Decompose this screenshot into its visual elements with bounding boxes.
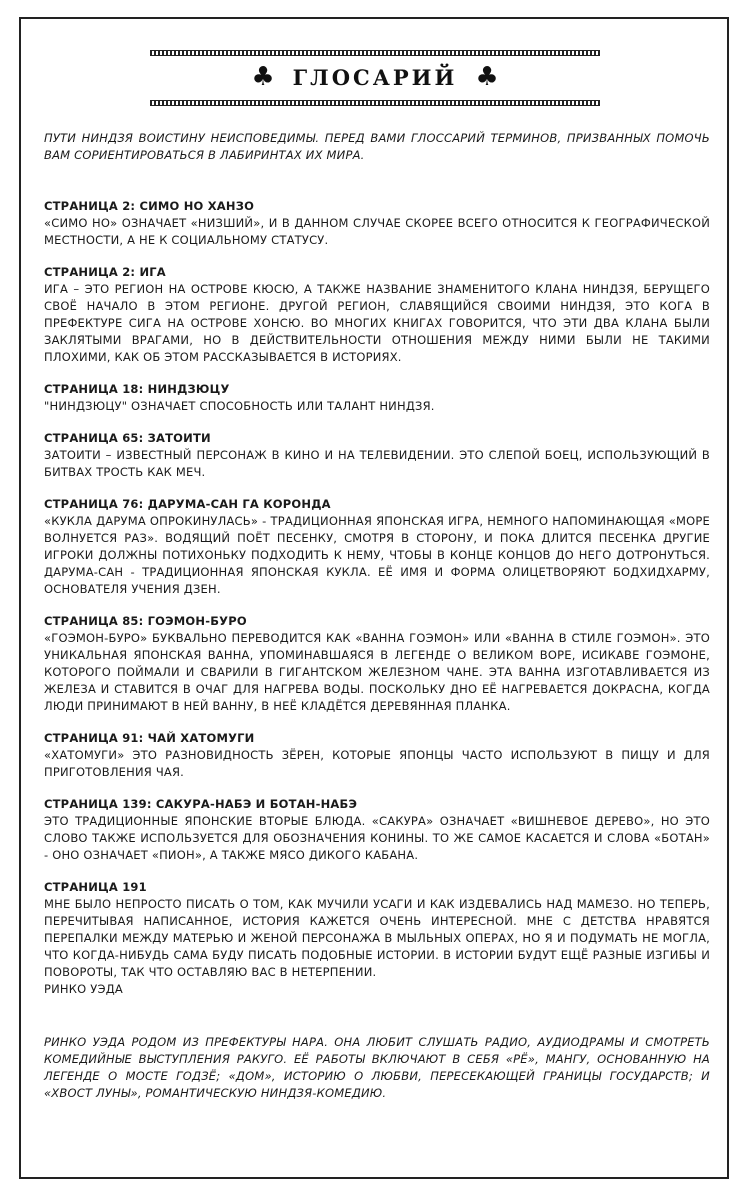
top-ornamental-line bbox=[150, 50, 600, 56]
entry-body: "НИНДЗЮЦУ" ОЗНАЧАЕТ СПОСОБНОСТЬ ИЛИ ТАЛАНТ НИНДЗЯ. bbox=[44, 399, 435, 413]
glossary-content bbox=[44, 130, 710, 1102]
entry-body: «ХАТОМУГИ» ЭТО РАЗНОВИДНОСТЬ ЗЁРЕН, КОТОРЫЕ ЯПОНЦЫ ЧАСТО ИСПОЛЬЗУЮТ В ПИЩУ И ДЛЯ ПРИГОТОВЛЕНИЯ ЧАЯ. bbox=[44, 748, 710, 779]
entry-title: СТРАНИЦА 91: ЧАЙ ХАТОМУГИ bbox=[44, 731, 255, 745]
glossary-entry bbox=[44, 796, 710, 864]
entry-body: ИГА – ЭТО РЕГИОН НА ОСТРОВЕ КЮСЮ, А ТАКЖЕ НАЗВАНИЕ ЗНАМЕНИТОГО КЛАНА НИНДЗЯ, БЕРУЩЕГО СВОЁ НАЧАЛО В ЭТОМ РЕГИОНЕ. ДРУГОЙ РЕГИОН, СЛАВЯЩИЙСЯ СВОИМИ НИНДЗЯ, ЭТО КОГА В ПРЕФЕКТУРЕ СИГА НА ОСТРОВЕ ХОНСЮ. ВО МНОГИХ КНИГАХ ГОВОРИТСЯ, ЧТО ЭТИ ДВА КЛАНА БЫЛИ ЗАКЛЯТЫМИ ВРАГАМИ, НО В ДЕЙСТВИТЕЛЬНОСТИ ОТНОШЕНИЯ МЕЖДУ НИМИ БЫЛИ НЕ ТАКИМИ ПЛОХИМИ, КАК ОБ ЭТОМ РАССКАЗЫВАЕТСЯ В ИСТОРИЯХ. bbox=[44, 282, 710, 364]
glossary-entry bbox=[44, 879, 710, 998]
entry-title: СТРАНИЦА 2: ИГА bbox=[44, 265, 166, 279]
glossary-entry bbox=[44, 496, 710, 598]
entry-body: «СИМО НО» ОЗНАЧАЕТ «НИЗШИЙ», И В ДАННОМ СЛУЧАЕ СКОРЕЕ ВСЕГО ОТНОСИТСЯ К ГЕОГРАФИЧЕСКОЙ МЕСТНОСТИ, А НЕ К СОЦИАЛЬНОМУ СТАТУСУ. bbox=[44, 216, 710, 247]
entry-title: СТРАНИЦА 85: ГОЭМОН-БУРО bbox=[44, 614, 247, 628]
entry-title: СТРАНИЦА 18: НИНДЗЮЦУ bbox=[44, 382, 230, 396]
entry-body: ЗАТОИТИ – ИЗВЕСТНЫЙ ПЕРСОНАЖ В КИНО И НА ТЕЛЕВИДЕНИИ. ЭТО СЛЕПОЙ БОЕЦ, ИСПОЛЬЗУЮЩИЙ В БИТВАХ ТРОСТЬ КАК МЕЧ. bbox=[44, 448, 710, 479]
entry-body: «ГОЭМОН-БУРО» БУКВАЛЬНО ПЕРЕВОДИТСЯ КАК «ВАННА ГОЭМОН» ИЛИ «ВАННА В СТИЛЕ ГОЭМОН». ЭТО УНИКАЛЬНАЯ ЯПОНСКАЯ ВАННА, УПОМИНАВШАЯСЯ В ЛЕГЕНДЕ О ВЕЛИКОМ ВОРЕ, ИСИКАВЕ ГОЭМОНЕ, КОТОРОГО ПОЙМАЛИ И СВАРИЛИ В ГИГАНТСКОМ ЖЕЛЕЗНОМ ЧАНЕ. ЭТА ВАННА ИЗГОТАВЛИВАЕТСЯ ИЗ ЖЕЛЕЗА И СТАВИТСЯ В ОЧАГ ДЛЯ НАГРЕВА ВОДЫ. ПОСКОЛЬКУ ДНО ЕЁ НАГРЕВАЕТСЯ ДОКРАСНА, КОГДА ЛЮДИ ПРИНИМАЮТ В НЕЙ ВАННУ, В НЕЁ КЛАДЁТСЯ ДЕРЕВЯННАЯ ПЛАНКА. bbox=[44, 631, 710, 713]
author-signature: РИНКО УЭДА bbox=[44, 982, 123, 996]
glossary-header bbox=[0, 30, 750, 120]
entry-title: СТРАНИЦА 2: СИМО НО ХАНЗО bbox=[44, 199, 255, 213]
entry-body: ЭТО ТРАДИЦИОННЫЕ ЯПОНСКИЕ ВТОРЫЕ БЛЮДА. «САКУРА» ОЗНАЧАЕТ «ВИШНЕВОЕ ДЕРЕВО», НО ЭТО СЛОВО ТАКЖЕ ИСПОЛЬЗУЕТСЯ ДЛЯ ОБОЗНАЧЕНИЯ КОНИНЫ. ТО ЖЕ САМОЕ КАСАЕТСЯ И СЛОВА «БОТАН» - ОНО ОЗНАЧАЕТ «ПИОН», А ТАКЖЕ МЯСО ДИКОГО КАБАНА. bbox=[44, 814, 710, 862]
entry-title: СТРАНИЦА 65: ЗАТОИТИ bbox=[44, 431, 211, 445]
entry-body: МНЕ БЫЛО НЕПРОСТО ПИСАТЬ О ТОМ, КАК МУЧИЛИ УСАГИ И КАК ИЗДЕВАЛИСЬ НАД МАМЕЗО. НО ТЕПЕРЬ, ПЕРЕЧИТЫВАЯ НАПИСАННОЕ, ИСТОРИЯ КАЖЕТСЯ ОЧЕНЬ ИНТЕРЕСНОЙ. МНЕ С ДЕТСТВА НРАВЯТСЯ ПЕРЕПАЛКИ МЕЖДУ МАТЕРЬЮ И ЖЕНОЙ ПЕРСОНАЖА В МЫЛЬНЫХ ОПЕРАХ, НО Я И ПОДУМАТЬ НЕ МОГЛА, ЧТО КОГДА-НИБУДЬ САМА БУДУ ПИСАТЬ ПОДОБНЫЕ ИСТОРИИ. В ИСТОРИИ БУДУТ ЕЩЁ РАЗНЫЕ ИЗГИБЫ И ПОВОРОТЫ, ТАК ЧТО ОСТАВЛЯЮ ВАС В НЕТЕРПЕНИИ. bbox=[44, 897, 710, 979]
glossary-entry bbox=[44, 430, 710, 481]
author-bio-paragraph: РИНКО УЭДА РОДОМ ИЗ ПРЕФЕКТУРЫ НАРА. ОНА ЛЮБИТ СЛУШАТЬ РАДИО, АУДИОДРАМЫ И СМОТРЕТЬ КОМЕДИЙНЫЕ ВЫСТУПЛЕНИЯ РАКУГО. ЕЁ РАБОТЫ ВКЛЮЧАЮТ В СЕБЯ «РЁ», МАНГУ, ОСНОВАННУЮ НА ЛЕГЕНДЕ О МОСТЕ ГОДЗЁ; «ДОМ», ИСТОРИЮ О ЛЮБВИ, ПЕРЕСЕКАЮЩЕЙ ГРАНИЦЫ ГОСУДАРСТВ; И «ХВОСТ ЛУНЫ», РОМАНТИЧЕСКУЮ НИНДЗЯ-КОМЕДИЮ. bbox=[44, 1035, 710, 1100]
glossary-entry bbox=[44, 264, 710, 366]
club-right-icon: ♣ bbox=[475, 62, 499, 92]
intro-paragraph: ПУТИ НИНДЗЯ ВОИСТИНУ НЕИСПОВЕДИМЫ. ПЕРЕД ВАМИ ГЛОССАРИЙ ТЕРМИНОВ, ПРИЗВАННЫХ ПОМОЧЬ ВАМ СОРИЕНТИРОВАТЬСЯ В ЛАБИРИНТАХ ИХ МИРА. bbox=[44, 131, 710, 162]
glossary-entry bbox=[44, 730, 710, 781]
bottom-ornamental-line bbox=[150, 100, 600, 106]
entry-body: «КУКЛА ДАРУМА ОПРОКИНУЛАСЬ» - ТРАДИЦИОННАЯ ЯПОНСКАЯ ИГРА, НЕМНОГО НАПОМИНАЮЩАЯ «МОРЕ ВОЛНУЕТСЯ РАЗ». ВОДЯЩИЙ ПОЁТ ПЕСЕНКУ, СМОТРЯ В СТОРОНУ, И ПОКА ДЛИТСЯ ПЕСЕНКА ДРУГИЕ ИГРОКИ ДОЛЖНЫ ПОТИХОНЬКУ ПОДХОДИТЬ К НЕМУ, ЧТОБЫ В КОНЦЕ КОНЦОВ ДО НЕГО ДОТРОНУТЬСЯ. ДАРУМА-САН - ТРАДИЦИОННАЯ ЯПОНСКАЯ КУКЛА. ЕЁ ИМЯ И ФОРМА ОЛИЦЕТВОРЯЮТ БОДХИДХАРМУ, ОСНОВАТЕЛЯ УЧЕНИЯ ДЗЕН. bbox=[44, 514, 710, 596]
entry-title: СТРАНИЦА 76: ДАРУМА-САН ГА КОРОНДА bbox=[44, 497, 331, 511]
page-title: ГЛОСАРИЙ bbox=[292, 64, 458, 90]
title-row bbox=[0, 60, 750, 94]
entry-title: СТРАНИЦА 139: САКУРА-НАБЭ И БОТАН-НАБЭ bbox=[44, 797, 358, 811]
glossary-entry bbox=[44, 613, 710, 715]
club-left-icon: ♣ bbox=[251, 62, 275, 92]
glossary-entry bbox=[44, 381, 710, 415]
entry-title: СТРАНИЦА 191 bbox=[44, 880, 147, 894]
glossary-entry bbox=[44, 198, 710, 249]
